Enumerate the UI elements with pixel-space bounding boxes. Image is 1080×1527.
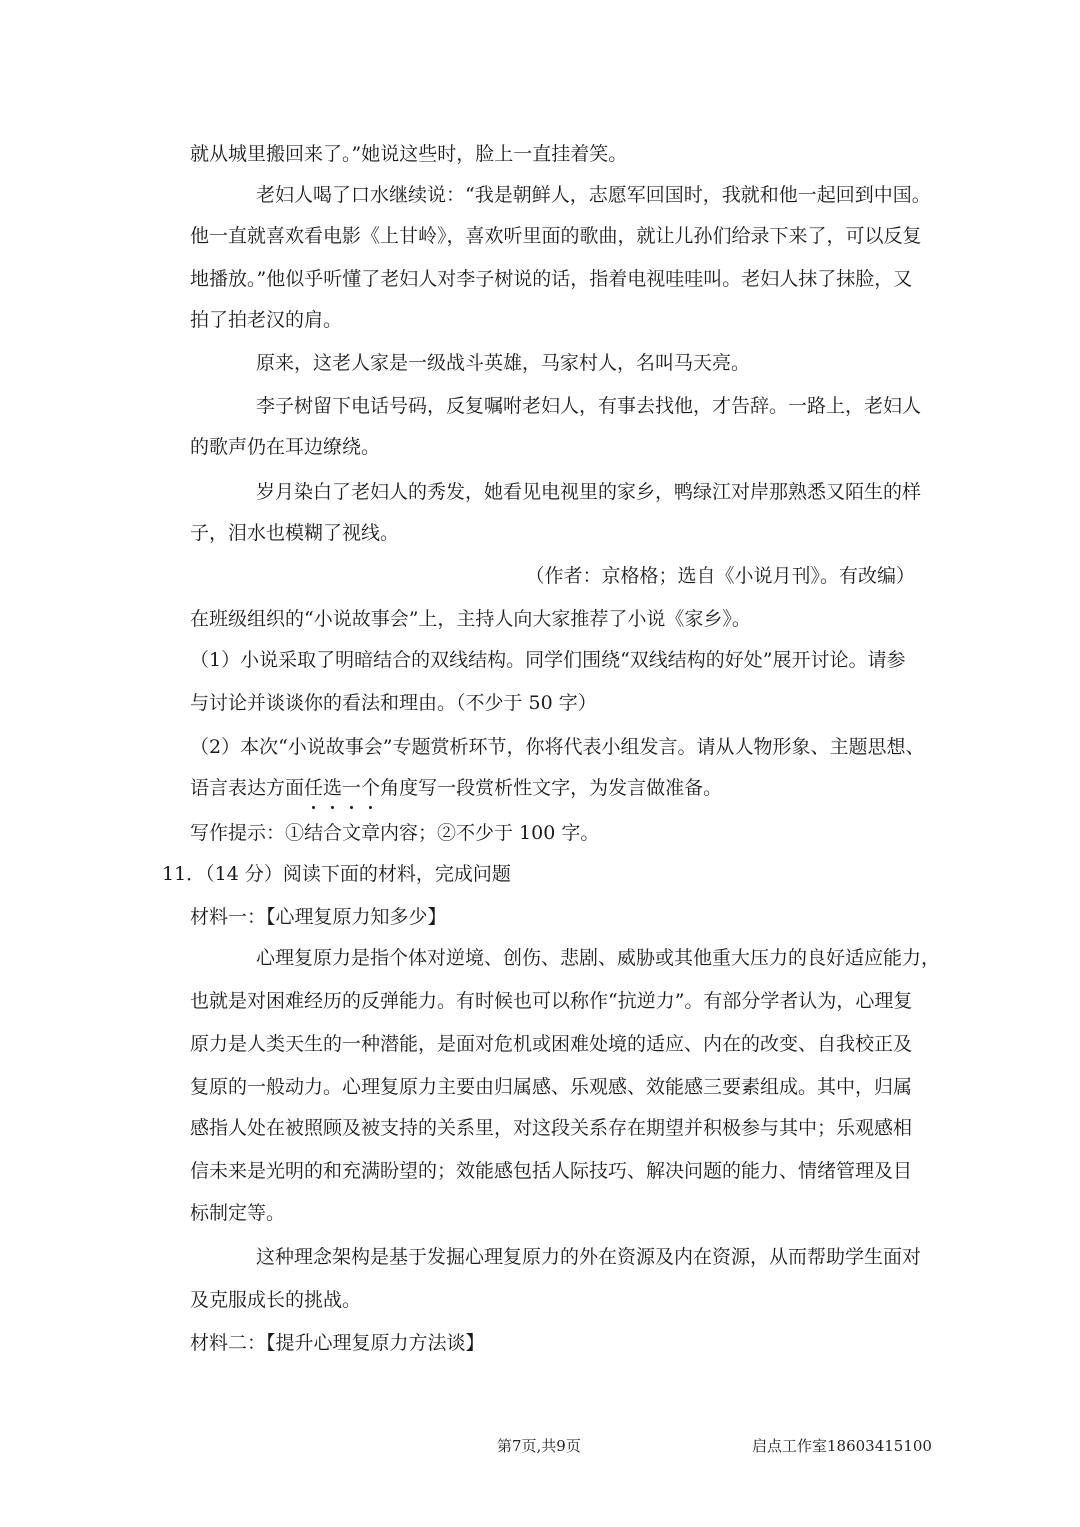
text-line: 就从城里搬回来了。”她说这些时，脸上一直挂着笑。 bbox=[190, 143, 628, 165]
text-span: 角度写一段赏析性文字，为发言做准备。 bbox=[380, 777, 723, 799]
emphasized-char: 一 bbox=[342, 777, 362, 799]
page-number: 第7页,共9页 bbox=[497, 1437, 581, 1455]
text-line: 这种理念架构是基于发掘心理复原力的外在资源及内在资源，从而帮助学生面对 bbox=[256, 1246, 922, 1268]
text-line: 地播放。”他似乎听懂了老妇人对李子树说的话，指着电视哇哇叫。老妇人抹了抹脸，又 bbox=[190, 268, 913, 290]
text-span: 语言表达方面 bbox=[190, 777, 305, 799]
text-line: 岁月染白了老妇人的秀发，她看见电视里的家乡，鸭绿江对岸那熟悉又陌生的样 bbox=[256, 481, 922, 503]
text-line: 及克服成长的挑战。 bbox=[190, 1289, 362, 1311]
text-line: 老妇人喝了口水继续说：“我是朝鲜人，志愿军回国时，我就和他一起回到中国。 bbox=[256, 184, 931, 206]
text-line: 心理复原力是指个体对逆境、创伤、悲剧、威胁或其他重大压力的良好适应能力， bbox=[256, 947, 941, 969]
text-line: 信未来是光明的和充满盼望的；效能感包括人际技巧、解决问题的能力、情绪管理及目 bbox=[190, 1160, 913, 1182]
emphasized-char: 任 bbox=[304, 777, 324, 799]
text-line: 也就是对困难经历的反弹能力。有时候也可以称作“抗逆力”。有部分学者认为，心理复 bbox=[190, 990, 913, 1012]
emphasized-char: 个 bbox=[361, 777, 381, 799]
material-2-heading: 材料二：【提升心理复原力方法谈】 bbox=[190, 1332, 485, 1354]
text-line: 的歌声仍在耳边缭绕。 bbox=[190, 436, 381, 458]
writing-hint: 写作提示：①结合文章内容；②不少于 100 字。 bbox=[190, 822, 600, 844]
text-line: 李子树留下电话号码，反复嘱咐老妇人，有事去找他，才告辞。一路上，老妇人 bbox=[256, 395, 922, 417]
studio-contact: 启点工作室18603415100 bbox=[752, 1437, 932, 1455]
material-1-heading: 材料一：【心理复原力知多少】 bbox=[190, 906, 447, 928]
question-2-continued bbox=[190, 775, 916, 801]
text-line: 他一直就喜欢看电影《上甘岭》，喜欢听里面的歌曲，就让儿孙们给录下来了，可以反复 bbox=[190, 225, 922, 247]
question-1: （1）小说采取了明暗结合的双线结构。同学们围绕“双线结构的好处”展开讨论。请参 bbox=[190, 649, 906, 671]
question-1-continued: 与讨论并谈谈你的看法和理由。（不少于 50 字） bbox=[190, 692, 597, 714]
text-line: 拍了拍老汉的肩。 bbox=[190, 309, 343, 331]
question-2: （2）本次“小说故事会”专题赏析环节，你将代表小组发言。请从人物形象、主题思想、 bbox=[190, 736, 925, 758]
text-line: 标制定等。 bbox=[190, 1202, 286, 1224]
text-line: 复原的一般动力。心理复原力主要由归属感、乐观感、效能感三要素组成。其中，归属 bbox=[190, 1076, 913, 1098]
question-11-heading: 11．（14 分）阅读下面的材料，完成问题 bbox=[162, 863, 511, 885]
source-attribution: （作者：京格格；选自《小说月刊》。有改编） bbox=[525, 565, 915, 587]
text-line: 感指人处在被照顾及被支持的关系里，对这段关系存在期望并积极参与其中；乐观感相 bbox=[190, 1117, 913, 1139]
text-line: 原力是人类天生的一种潜能，是面对危机或困难处境的适应、内在的改变、自我校正及 bbox=[190, 1033, 913, 1055]
text-line: 子，泪水也模糊了视线。 bbox=[190, 522, 400, 544]
question-intro: 在班级组织的“小说故事会”上，主持人向大家推荐了小说《家乡》。 bbox=[190, 608, 751, 630]
emphasized-char: 选 bbox=[323, 777, 343, 799]
text-line: 原来，这老人家是一级战斗英雄，马家村人，名叫马天亮。 bbox=[256, 352, 751, 374]
